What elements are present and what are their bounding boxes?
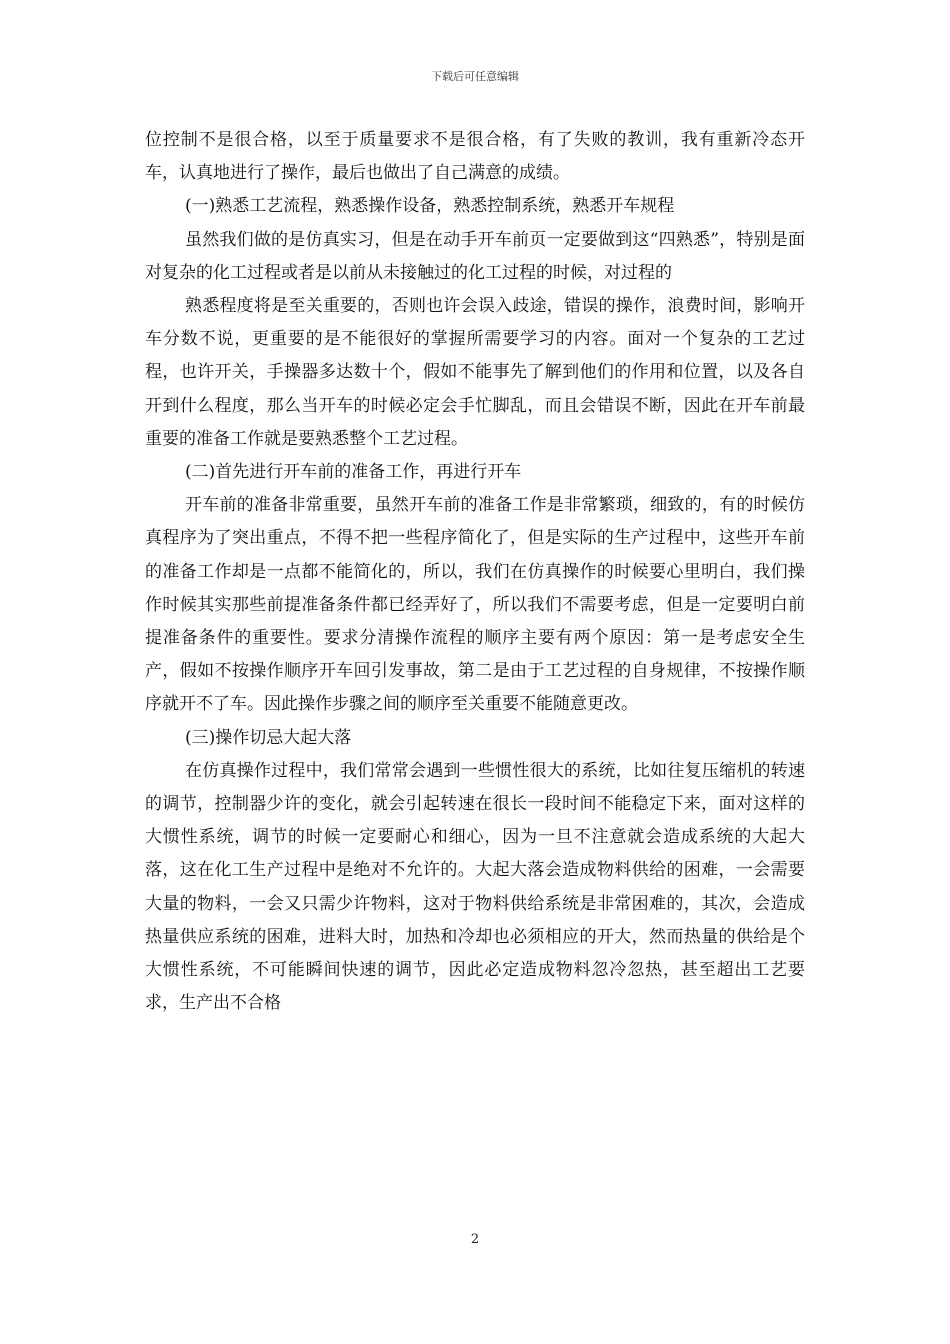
paragraph-2: 虽然我们做的是仿真实习，但是在动手开车前页一定要做到这“四熟悉”，特别是面对复杂的化工过程或者是以前从未接触过的化工过程的时候，对过程的: [145, 229, 805, 283]
document-body: [145, 124, 805, 1020]
section-heading-3: (三)操作切忌大起大落: [185, 727, 352, 748]
paragraph-1: 位控制不是很合格，以至于质量要求不是很合格，有了失败的教训，我有重新冷态开车，认真地进行了操作，最后也做出了自己满意的成绩。: [145, 130, 805, 184]
page-header: 下载后可任意编辑: [431, 70, 519, 83]
section-heading-1: (一)熟悉工艺流程，熟悉操作设备，熟悉控制系统，熟悉开车规程: [185, 196, 675, 217]
page-number: 2: [470, 1232, 480, 1247]
section-heading-2: (二)首先进行开车前的准备工作，再进行开车: [185, 462, 522, 483]
paragraph-5: 在仿真操作过程中，我们常常会遇到一些惯性很大的系统，比如往复压缩机的转速的调节，控制器少许的变化，就会引起转速在很长一段时间不能稳定下来，面对这样的大惯性系统，调节的时候一定要耐心和细心，因为一旦不注意就会造成系统的大起大落，这在化工生产过程中是绝对不允许的。大起大落会造成物料供给的困难，一会需要大量的物料，一会又只需少许物料，这对于物料供给系统是非常困难的，其次，会造成热量供应系统的困难，进料大时，加热和冷却也必须相应的开大，然而热量的供给是个大惯性系统，不可能瞬间快速的调节，因此必定造成物料忽冷忽热，甚至超出工艺要求，生产出不合格: [145, 760, 805, 1014]
paragraph-3: 熟悉程度将是至关重要的，否则也许会误入歧途，错误的操作，浪费时间，影响开车分数不说，更重要的是不能很好的掌握所需要学习的内容。面对一个复杂的工艺过程，也许开关，手操器多达数十个，假如不能事先了解到他们的作用和位置，以及各自开到什么程度，那么当开车的时候必定会手忙脚乱，而且会错误不断，因此在开车前最重要的准备工作就是要熟悉整个工艺过程。: [145, 296, 805, 449]
paragraph-4: 开车前的准备非常重要，虽然开车前的准备工作是非常繁琐，细致的，有的时候仿真程序为了突出重点，不得不把一些程序简化了，但是实际的生产过程中，这些开车前的准备工作却是一点都不能简化的，所以，我们在仿真操作的时候要心里明白，我们操作时候其实那些前提准备条件都已经弄好了，所以我们不需要考虑，但是一定要明白前提准备条件的重要性。要求分清操作流程的顺序主要有两个原因：第一是考虑安全生产，假如不按操作顺序开车回引发事故，第二是由于工艺过程的自身规律，不按操作顺序就开不了车。因此操作步骤之间的顺序至关重要不能随意更改。: [145, 495, 805, 715]
